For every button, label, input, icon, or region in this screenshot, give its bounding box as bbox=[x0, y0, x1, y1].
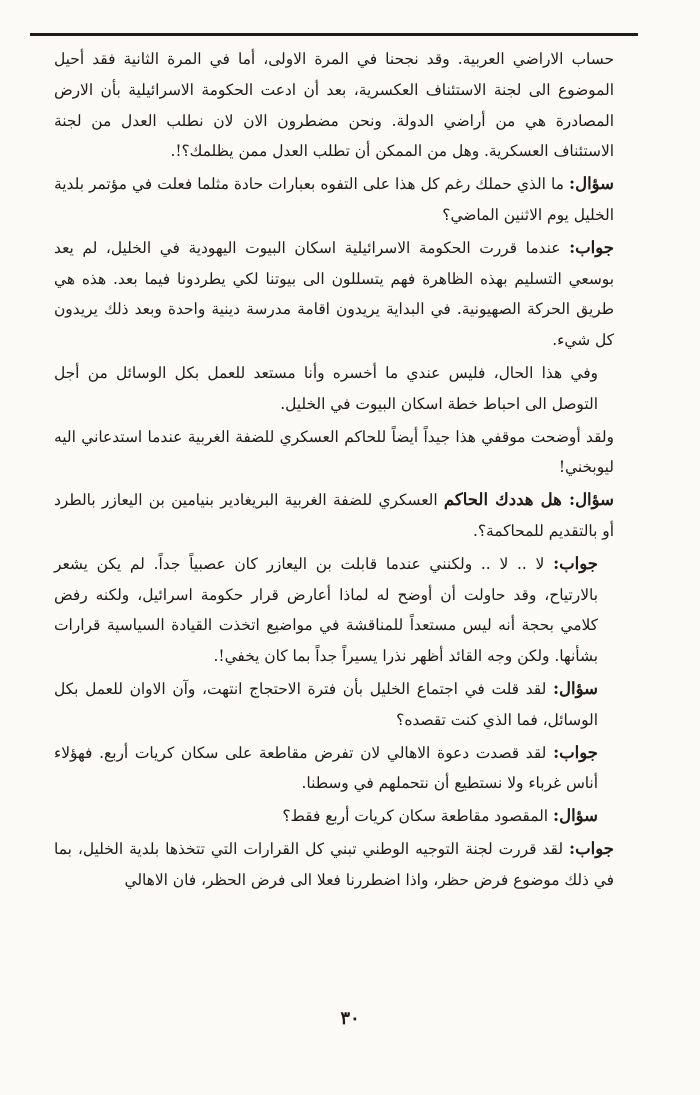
answer-1-text: عندما قررت الحكومة الاسرائيلية اسكان البيوت اليهودية في الخليل، لم يعد بوسعي التسليم بهذه الظاهرة فهم يتسللون الى بيوتنا لكي يطردونا فيما بعد. هذه هي طريق الحركة الصهيونية. في البداية يريدون اقامة مدرسة دينية واحدة وبعد ذلك يريدون كل شيء. bbox=[54, 238, 614, 350]
answer-4-label: جواب: bbox=[569, 838, 614, 858]
paragraph-1 bbox=[54, 44, 614, 167]
answer-4-text: لقد قررت لجنة التوجيه الوطني تبني كل القرارات التي تتخذها بلدية الخليل، بما في ذلك موضوع فرض حظر، واذا اضطررنا فعلا الى فرض الحظر، فان الاهالي bbox=[54, 839, 614, 889]
question-3 bbox=[54, 674, 614, 736]
answer-3 bbox=[54, 738, 614, 800]
answer-2-label: جواب: bbox=[553, 553, 598, 573]
answer-2-text: لا .. لا .. ولكنني عندما قابلت بن اليعازر كان عصبياً جداً. لم يكن يشعر بالارتياح، وقد حاولت أن أوضح له لماذا أعارض قرار حكومة اسرائيل، ولكنه رفض كلامي بحجة أنه ليس مستعداً للمناقشة في مواضيع اتخذت القيادة السياسية قرارات بشأنها. ولكن وجه القائد أظهر نذرا يسيراً جداً بما كان يخفي!. bbox=[54, 554, 598, 666]
paragraph-3 bbox=[54, 422, 614, 484]
question-3-label: سؤال: bbox=[552, 678, 598, 698]
answer-1-label: جواب: bbox=[569, 237, 614, 257]
answer-1 bbox=[54, 233, 614, 356]
question-1-text: ما الذي حملك رغم كل هذا على التفوه بعبارات حادة مثلما فعلت في مؤتمر بلدية الخليل يوم الاثنين الماضي؟ bbox=[54, 175, 614, 224]
question-4-label: سؤال: bbox=[552, 806, 598, 826]
question-2 bbox=[54, 485, 614, 547]
page-body bbox=[54, 44, 614, 898]
answer-4 bbox=[54, 834, 614, 896]
paragraph-1-text: حساب الاراضي العربية. وقد نجحنا في المرة الاولى، أما في المرة الثانية فقد أحيل الموضوع الى لجنة الاستئناف العكسرية، بعد أن ادعت الحكومة الاسرائيلية بأن الارض المصادرة هي من أراضي الدولة. ونحن مضطرون الان لان نطلب العدل من لجنة الاستئناف العسكرية. وهل من الممكن أن تطلب العدل ممن يظلمك؟!. bbox=[54, 50, 614, 161]
question-4-text: المقصود مقاطعة سكان كريات أربع فقط؟ bbox=[282, 807, 549, 826]
answer-3-label: جواب: bbox=[553, 742, 598, 762]
top-rule bbox=[30, 33, 638, 36]
question-2-label: سؤال: هل هددك الحاكم bbox=[443, 490, 614, 510]
paragraph-3-text: ولقد أوضحت موقفي هذا جيداً أيضاً للحاكم العسكري للضفة الغربية عندما استدعاني اليه ليوبخني! bbox=[54, 427, 614, 477]
question-1-label: سؤال: bbox=[568, 174, 614, 194]
question-1 bbox=[54, 169, 614, 231]
answer-2 bbox=[54, 549, 614, 672]
answer-3-text: لقد قصدت دعوة الاهالي لان تفرض مقاطعة على سكان كريات أربع. فهؤلاء أناس غرباء ولا نستطيع أن نتحملهم في وسطنا. bbox=[54, 743, 598, 793]
paragraph-2-text: وفي هذا الحال، فليس عندي ما أخسره وأنا مستعد للعمل بكل الوسائل من أجل التوصل الى احباط خطة اسكان البيوت في الخليل. bbox=[54, 363, 598, 413]
question-4 bbox=[54, 801, 614, 832]
paragraph-2 bbox=[54, 358, 614, 420]
question-3-text: لقد قلت في اجتماع الخليل بأن فترة الاحتجاج انتهت، وآن الاوان للعمل بكل الوسائل، فما الذي كنت تقصده؟ bbox=[54, 679, 598, 729]
question-2-text: العسكري للضفة الغربية البريغادير بنيامين بن اليعازر بالطرد أو بالتقديم للمحاكمة؟. bbox=[54, 491, 614, 540]
page-number: ٣٠ bbox=[340, 1008, 360, 1029]
